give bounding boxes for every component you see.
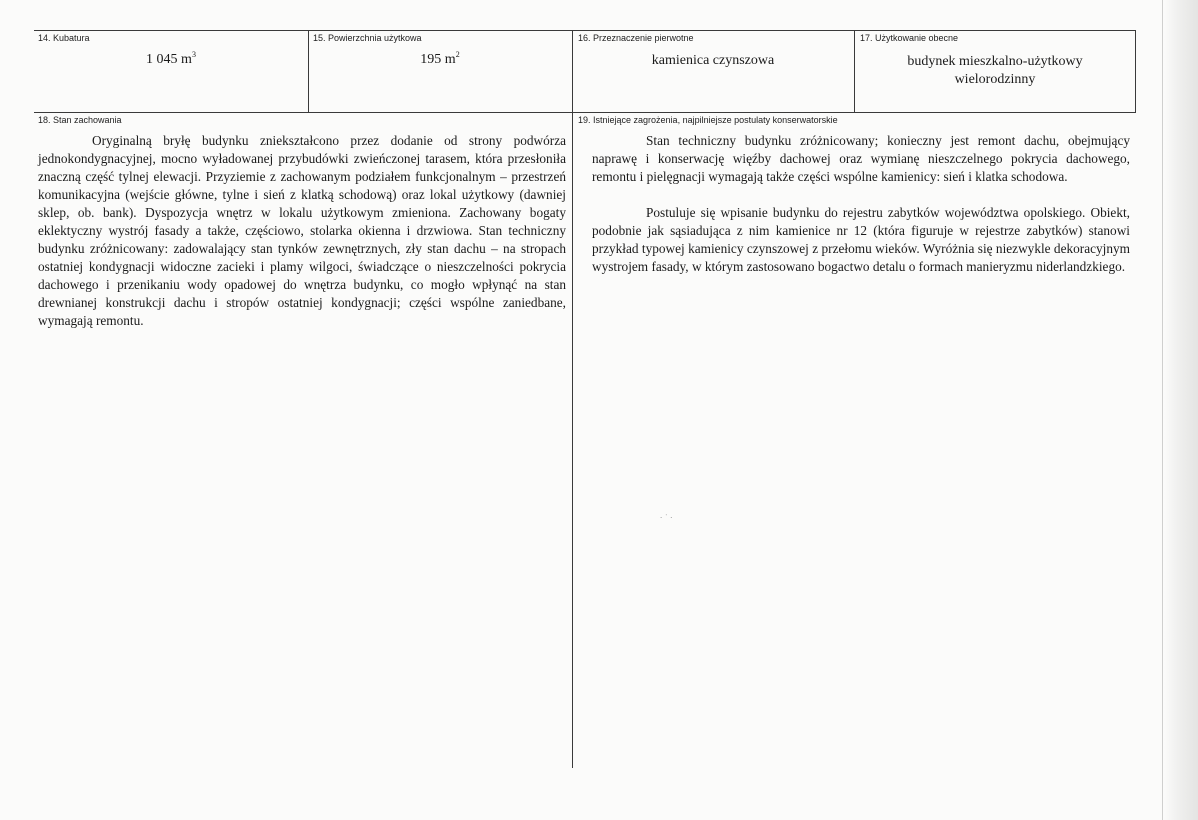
field-text-zagrozenia (592, 132, 1130, 276)
row-divider (34, 112, 1136, 113)
scan-edge-shadow (1164, 0, 1198, 820)
field-value-powierzchnia: 195 $m^2$ (420, 50, 460, 67)
zagrozenia-paragraph-2: Postuluje się wpisanie budynku do rejestru zabytków województwa opolskiego. Obiekt, podobnie jak sąsiadująca z nim kamienice nr 12 (która figuruje w rejestrze zabytków) stanowi przykład typowej kamienicy czynszowej z przełomu wieków. Wyróżnia się niezwykle dekoracyjnym wystrojem fasady, w którym zastosowano bogactwo detalu o formach manieryzmu niderlandzkiego. (592, 205, 1130, 274)
field-label-zagrozenia: 19. Istniejące zagrożenia, najpilniejsze postulaty konserwatorskie (578, 115, 838, 125)
stan-paragraph: Oryginalną bryłę budynku zniekształcono przez dodanie od strony podwórza jednokondygnacyjnej, mocno wyładowanej przybudówki zwieńczonej tarasem, która przesłoniła znaczną część tylnej elewacji. Przyziemie z zachowanym podziałem funkcjonalnym – przestrzeń komunikacyjna (wejście główne, tylne i sień z klatką schodową) oraz lokal użytkowy (dawniej sklep, ob. bank). Dyspozycja wnętrz w lokalu użytkowym zmieniona. Zachowany bogaty eklektyczny wystrój fasady a także, częściowo, stolarka okienna i drzwiowa. Stan techniczny budynku zróżnicowany: zadowalający stan tynków zewnętrznych, zły stan dachu – na stropach ostatniej kondygnacji widoczne zacieki i plamy wilgoci, świadczące o nieszczelności pokrycia dachowego i przenikaniu wody opadowej do wnętrza budynku, co mogło wpłynąć na stan drewnianej konstrukcji dachu i stropów ostatniej kondygnacji; części wspólne zaniedbane, wymagają remontu. (38, 133, 566, 328)
field-text-stan (38, 132, 566, 330)
field-value-uzytkowanie-line1: budynek mieszkalno-użytkowy (907, 54, 1083, 69)
field-value-uzytkowanie (854, 53, 1136, 89)
scan-edge-line (1162, 0, 1163, 820)
field-label-kubatura: 14. Kubatura (38, 33, 90, 43)
field-value-uzytkowanie-line2: wielorodzinny (954, 72, 1036, 87)
scan-specks: · ˙ · (660, 514, 673, 522)
col-divider-1 (308, 30, 309, 112)
top-border (34, 30, 1136, 31)
field-label-przeznaczenie: 16. Przeznaczenie pierwotne (578, 33, 694, 43)
col-divider-2 (572, 30, 573, 768)
zagrozenia-paragraph-1: Stan techniczny budynku zróżnicowany; konieczny jest remont dachu, obejmujący naprawę i konserwację więźby dachowej oraz wymianę nieszczelnego pokrycia dachowego, remontu i pielęgnacji wymagają także części wspólne kamienicy: sień i klatka schodowa. (592, 133, 1130, 184)
field-value-kubatura: 1 045 $m^3$ (146, 50, 196, 67)
field-label-stan: 18. Stan zachowania (38, 115, 122, 125)
field-label-uzytkowanie: 17. Użytkowanie obecne (860, 33, 959, 43)
field-value-przeznaczenie: kamienica czynszowa (651, 53, 775, 68)
field-label-powierzchnia: 15. Powierzchnia użytkowa (313, 33, 422, 43)
